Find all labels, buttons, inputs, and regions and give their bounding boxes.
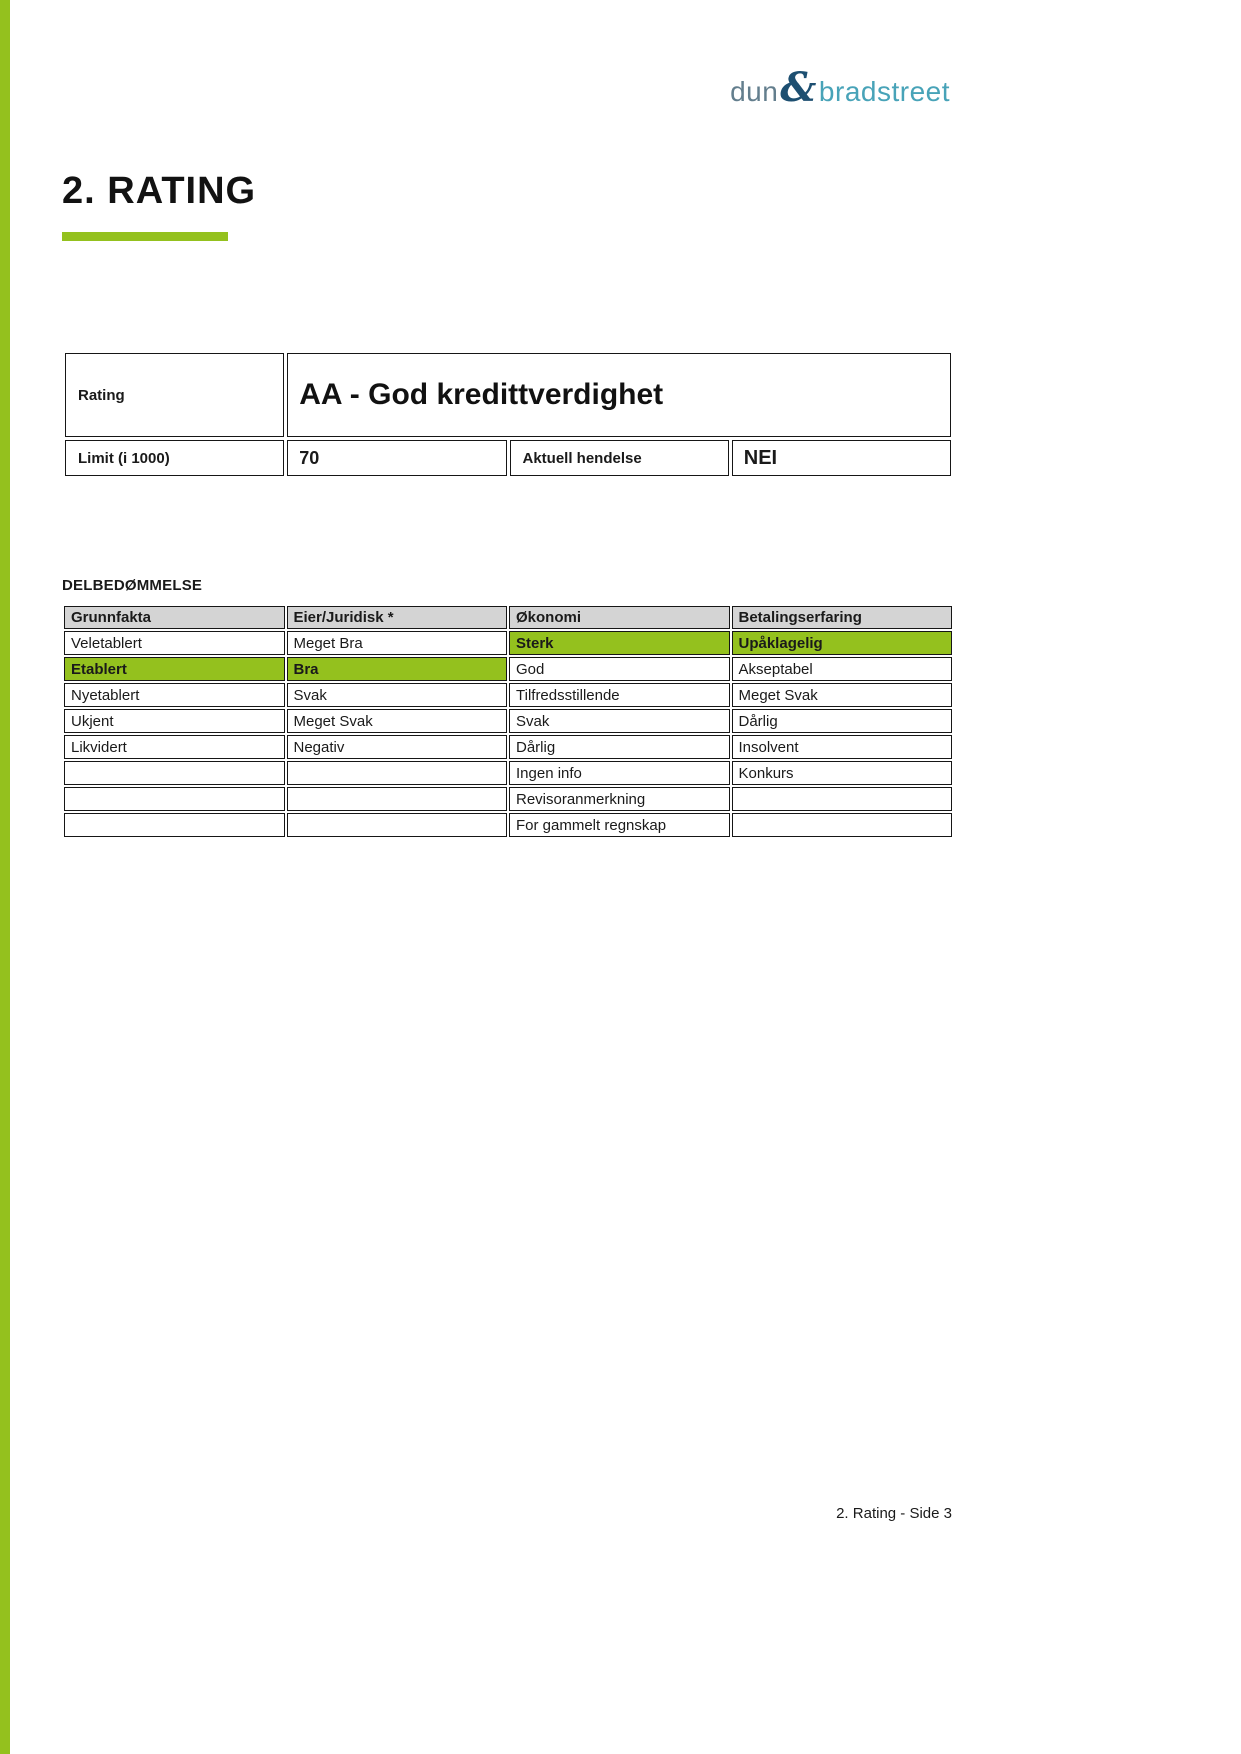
rating-summary-table [62,350,954,479]
table-cell: For gammelt regnskap [509,813,730,837]
limit-value-cell: 70 [287,440,506,476]
table-cell [287,813,508,837]
table-cell [732,813,953,837]
table-cell: Svak [509,709,730,733]
logo-ampersand-icon: & [780,64,817,111]
table-cell: Revisoranmerkning [509,787,730,811]
table-cell: Konkurs [732,761,953,785]
table-cell: Dårlig [509,735,730,759]
table-cell [64,761,285,785]
table-cell: Ingen info [509,761,730,785]
table-cell [732,787,953,811]
limit-row [65,440,951,476]
rating-value-cell: AA - God kredittverdighet [287,353,951,437]
column-header-grunnfakta: Grunnfakta [64,606,285,629]
table-cell: Meget Bra [287,631,508,655]
section-title: 2. RATING [62,170,257,212]
dun-bradstreet-logo [730,64,950,111]
table-cell: Bra [287,657,508,681]
table-cell: Negativ [287,735,508,759]
table-cell [287,787,508,811]
table-cell: Etablert [64,657,285,681]
table-cell: Tilfredsstillende [509,683,730,707]
table-cell: Meget Svak [732,683,953,707]
table-cell [287,761,508,785]
table-cell [64,813,285,837]
table-cell: Sterk [509,631,730,655]
rating-row [65,353,951,437]
left-accent-stripe [0,0,10,1754]
table-row [64,813,952,837]
table-cell: God [509,657,730,681]
delbedommelse-title: DELBEDØMMELSE [62,577,203,594]
table-row [64,761,952,785]
logo-word-dun: dun [730,76,779,107]
column-header-okonomi: Økonomi [509,606,730,629]
table-cell: Upåklagelig [732,631,953,655]
table-cell: Veletablert [64,631,285,655]
table-cell: Likvidert [64,735,285,759]
table-header-row [64,606,952,629]
rating-label-cell: Rating [65,353,284,437]
table-cell: Meget Svak [287,709,508,733]
table-cell [64,787,285,811]
delbedommelse-table [62,604,954,839]
table-row [64,631,952,655]
table-cell: Insolvent [732,735,953,759]
table-cell: Ukjent [64,709,285,733]
logo-word-bradstreet: bradstreet [818,76,950,107]
limit-label-cell: Limit (i 1000) [65,440,284,476]
event-label-cell: Aktuell hendelse [510,440,729,476]
page-footer: 2. Rating - Side 3 [836,1505,952,1522]
table-cell: Dårlig [732,709,953,733]
table-cell: Svak [287,683,508,707]
column-header-eier-juridisk: Eier/Juridisk * [287,606,508,629]
column-header-betalingserfaring: Betalingserfaring [732,606,953,629]
table-row [64,735,952,759]
table-cell: Nyetablert [64,683,285,707]
table-row [64,683,952,707]
table-row [64,787,952,811]
table-row [64,709,952,733]
event-value-cell: NEI [732,440,951,476]
table-cell: Akseptabel [732,657,953,681]
title-underline-bar [62,232,228,241]
delbedommelse-body [64,631,952,837]
table-row [64,657,952,681]
